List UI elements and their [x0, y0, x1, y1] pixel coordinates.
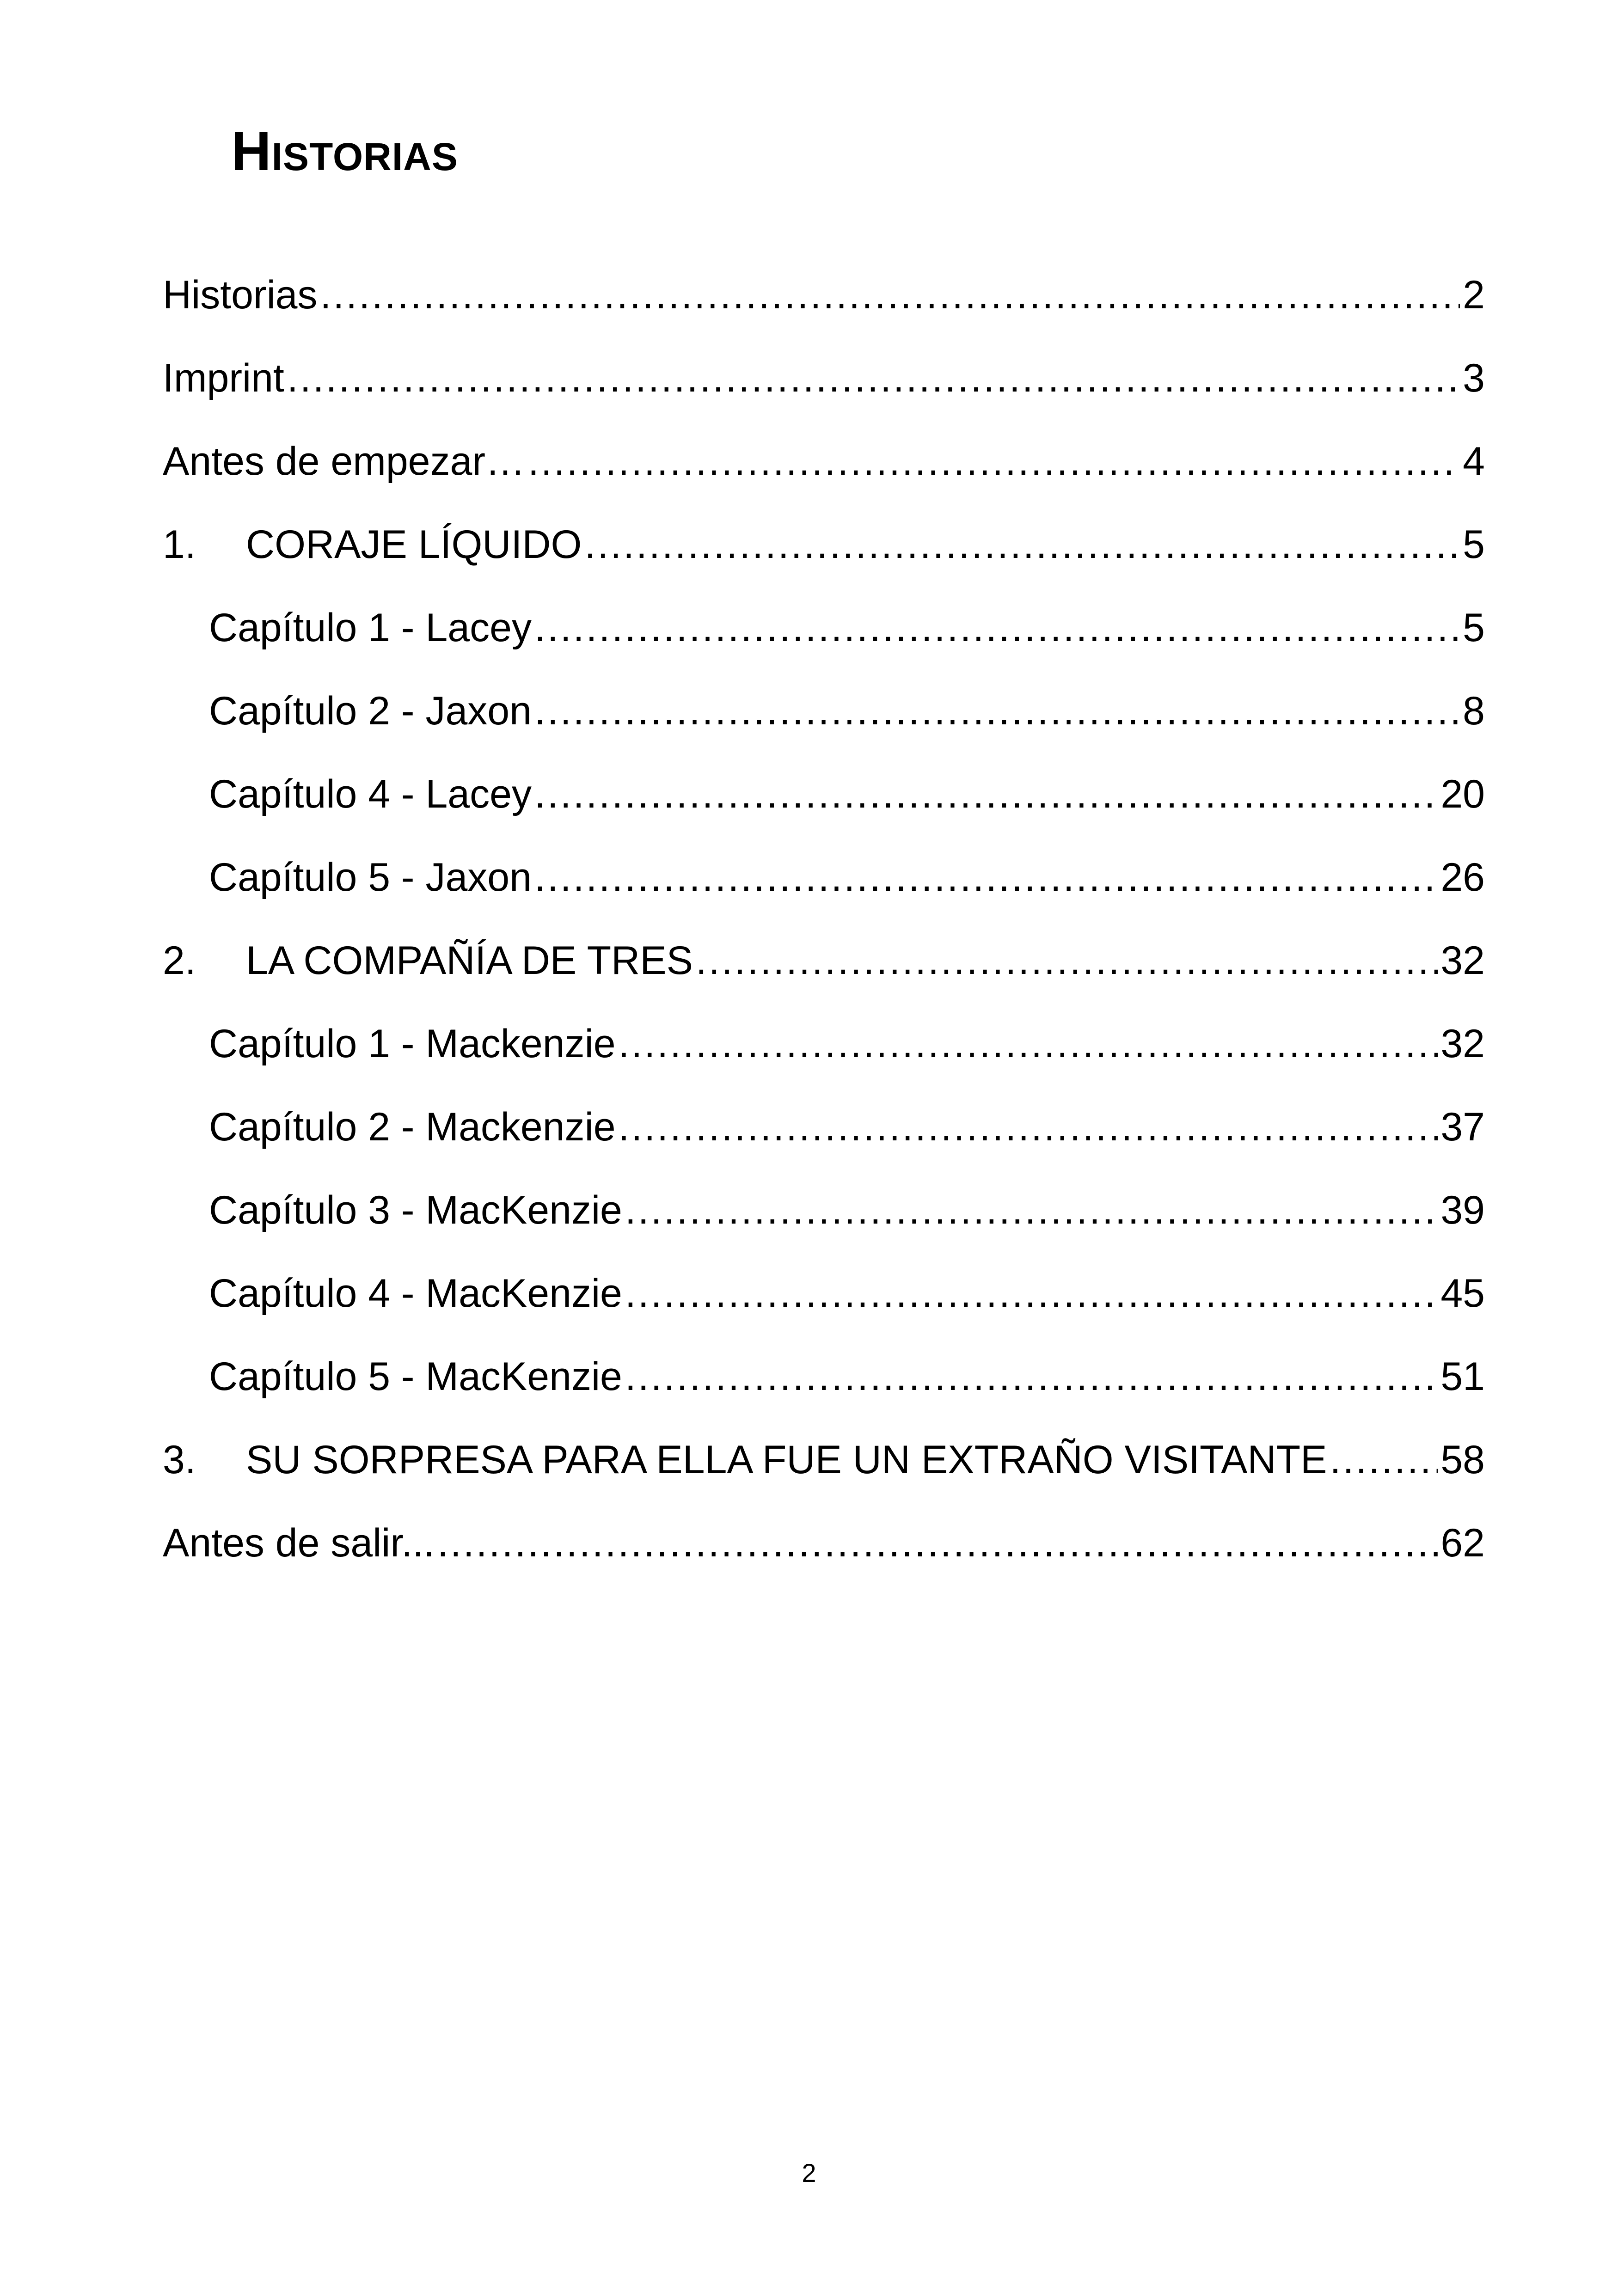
toc-entry-page-number: 32	[1440, 938, 1485, 983]
toc-entry[interactable]	[163, 669, 1485, 753]
toc-entry-page-number: 5	[1463, 522, 1485, 567]
page-number: 2	[802, 2158, 816, 2187]
toc-entry-title: Historias	[163, 272, 318, 317]
toc-entry-title: LA COMPAÑÍA DE TRES	[246, 938, 693, 983]
toc-entry-title: Imprint	[163, 355, 284, 400]
toc-entry-title: Capítulo 1 - Lacey	[209, 605, 532, 650]
dot-leader	[1330, 1437, 1438, 1483]
toc-entry-page-number: 26	[1440, 855, 1485, 900]
toc-entry[interactable]	[163, 253, 1485, 337]
toc-entry[interactable]	[163, 420, 1485, 503]
toc-entry[interactable]	[163, 753, 1485, 836]
dot-leader	[619, 1021, 1438, 1067]
toc-entry-title: Capítulo 2 - Jaxon	[209, 688, 532, 733]
toc-entry-title: Capítulo 3 - MacKenzie	[209, 1188, 622, 1232]
toc-entry-title: CORAJE LÍQUIDO	[246, 522, 582, 567]
toc-entry[interactable]	[163, 1002, 1485, 1085]
dot-leader	[528, 439, 1460, 484]
toc-entry-page-number: 45	[1440, 1271, 1485, 1316]
toc-entry-title: Capítulo 5 - MacKenzie	[209, 1354, 622, 1399]
page-title: Historias	[231, 120, 458, 182]
toc-entry-title: Capítulo 4 - Lacey	[209, 771, 532, 816]
toc-entry-page-number: 4	[1463, 439, 1485, 484]
toc-entry-page-number: 51	[1440, 1354, 1485, 1399]
dot-leader	[625, 1271, 1438, 1316]
toc-entry[interactable]	[163, 1085, 1485, 1169]
dot-leader	[287, 355, 1460, 401]
toc-entry-title: Antes de salir...	[163, 1520, 435, 1565]
toc-entry-title: SU SORPRESA PARA ELLA FUE UN EXTRAÑO VISITANTE	[246, 1437, 1327, 1482]
dot-leader	[534, 771, 1438, 817]
toc-entry-number: 2.	[163, 938, 196, 983]
dot-leader	[625, 1354, 1438, 1400]
toc-entry-page-number: 5	[1463, 605, 1485, 650]
toc-entry-page-number: 20	[1440, 771, 1485, 816]
toc-entry-page-number: 2	[1463, 272, 1485, 317]
toc-entry-page-number: 37	[1440, 1104, 1485, 1149]
toc-entry-page-number: 39	[1440, 1188, 1485, 1232]
toc-entry-page-number: 62	[1440, 1520, 1485, 1565]
dot-leader	[534, 855, 1438, 900]
dot-leader	[437, 1520, 1438, 1566]
toc-entry-title: Capítulo 1 - Mackenzie	[209, 1021, 616, 1066]
toc-entry-number: 3.	[163, 1437, 196, 1482]
toc-entry[interactable]	[163, 1169, 1485, 1252]
dot-leader	[625, 1188, 1438, 1233]
toc-entry-title: Capítulo 2 - Mackenzie	[209, 1104, 616, 1149]
toc-entry[interactable]	[163, 503, 1485, 586]
toc-entry-page-number: 58	[1440, 1437, 1485, 1482]
table-of-contents	[163, 253, 1485, 1585]
toc-entry-title: Capítulo 4 - MacKenzie	[209, 1271, 622, 1316]
toc-entry[interactable]	[163, 836, 1485, 919]
toc-entry[interactable]	[163, 1418, 1485, 1501]
dot-leader	[534, 688, 1460, 734]
toc-entry-number: 1.	[163, 522, 196, 567]
toc-entry[interactable]	[163, 337, 1485, 420]
dot-leader	[696, 938, 1438, 984]
toc-entry-page-number: 3	[1463, 355, 1485, 400]
dot-leader	[584, 522, 1460, 568]
toc-entry[interactable]	[163, 1501, 1485, 1585]
toc-entry-page-number: 8	[1463, 688, 1485, 733]
toc-entry[interactable]	[163, 919, 1485, 1002]
toc-entry[interactable]	[163, 586, 1485, 669]
toc-entry-title: Antes de empezar…	[163, 439, 525, 484]
toc-entry[interactable]	[163, 1252, 1485, 1335]
toc-entry-page-number: 32	[1440, 1021, 1485, 1066]
toc-entry-title: Capítulo 5 - Jaxon	[209, 855, 532, 900]
toc-entry[interactable]	[163, 1335, 1485, 1418]
dot-leader	[320, 272, 1460, 318]
dot-leader	[619, 1104, 1438, 1150]
dot-leader	[534, 605, 1460, 651]
